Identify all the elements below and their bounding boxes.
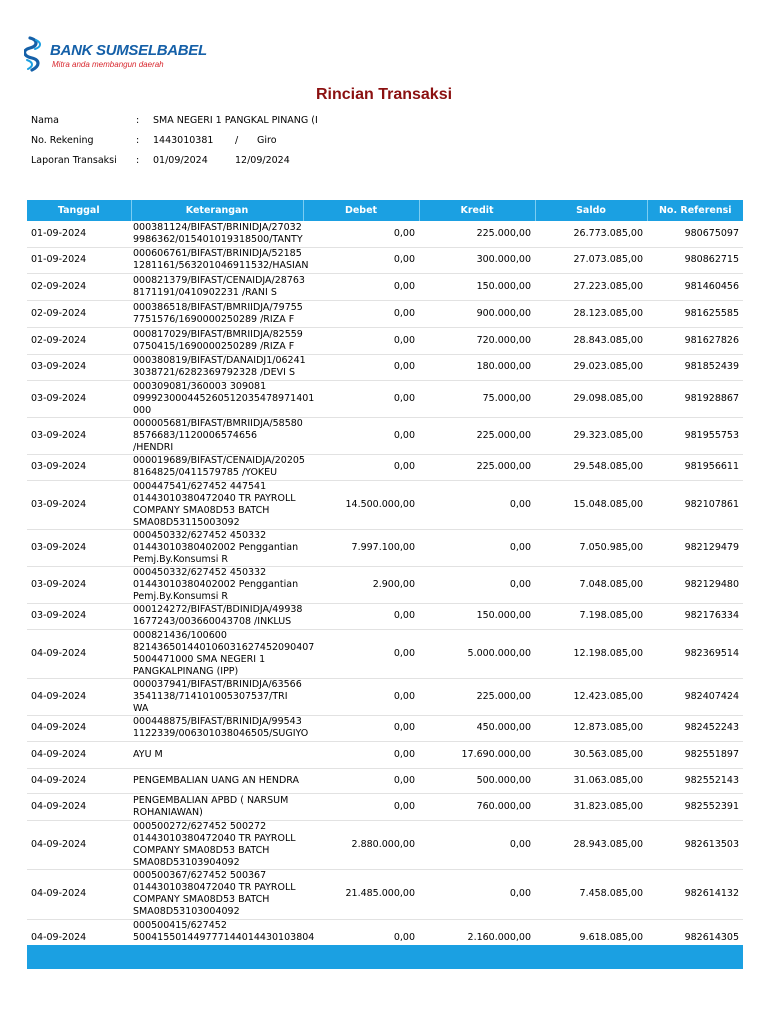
row-kredit: 75.000,00	[419, 380, 535, 417]
row-kredit: 720.000,00	[419, 327, 535, 354]
row-keterangan: 000386518/BIFAST/BMRIIDJA/79755 7751576/1690000250289 /RIZA F	[131, 300, 303, 327]
row-debet: 14.500.000,00	[303, 480, 419, 529]
row-saldo: 29.023.085,00	[535, 354, 647, 380]
rekening-type: Giro	[257, 135, 277, 146]
row-keterangan: 000450332/627452 450332 01443010380402002 Penggantian Pemj.By.Konsumsi R	[131, 566, 303, 603]
row-debet: 0,00	[303, 678, 419, 715]
col-header-kredit: Kredit	[419, 200, 535, 221]
row-keterangan: 000500415/627452 500415501449777144014430103804	[131, 919, 303, 956]
row-tanggal: 01-09-2024	[27, 221, 131, 247]
row-kredit: 0,00	[419, 529, 535, 566]
laporan-to: 12/09/2024	[235, 155, 290, 166]
table-row	[27, 380, 743, 417]
row-tanggal: 04-09-2024	[27, 678, 131, 715]
row-debet: 21.485.000,00	[303, 869, 419, 919]
row-tanggal: 02-09-2024	[27, 327, 131, 354]
nama-label: Nama	[31, 115, 60, 126]
row-saldo: 28.123.085,00	[535, 300, 647, 327]
table-row	[27, 869, 743, 919]
row-referensi: 982614305	[647, 919, 743, 956]
row-debet: 0,00	[303, 300, 419, 327]
row-keterangan: 000821379/BIFAST/CENAIDJA/28763 8171191/0410902231 /RANI S	[131, 273, 303, 300]
table-row	[27, 768, 743, 793]
row-kredit: 17.690.000,00	[419, 741, 535, 768]
table-row	[27, 566, 743, 603]
row-tanggal: 03-09-2024	[27, 480, 131, 529]
row-referensi: 982614132	[647, 869, 743, 919]
col-header-referensi: No. Referensi	[647, 200, 743, 221]
bank-logo	[24, 36, 224, 72]
row-keterangan: 000817029/BIFAST/BMRIIDJA/82559 0750415/1690000250289 /RIZA F	[131, 327, 303, 354]
row-saldo: 15.048.085,00	[535, 480, 647, 529]
row-debet: 2.880.000,00	[303, 820, 419, 869]
nama-value: SMA NEGERI 1 PANGKAL PINANG (I	[153, 115, 318, 126]
rekening-value: 1443010381	[153, 135, 214, 146]
table-row	[27, 454, 743, 480]
row-keterangan: 000606761/BIFAST/BRINIDJA/52185 1281161/563201046911532/HASIAN	[133, 248, 309, 271]
table-row	[27, 629, 743, 678]
row-saldo: 28.943.085,00	[535, 820, 647, 869]
row-tanggal: 02-09-2024	[27, 273, 131, 300]
row-referensi: 981852439	[647, 354, 743, 380]
row-referensi: 982552143	[647, 768, 743, 793]
table-row	[27, 820, 743, 869]
row-referensi: 981956611	[647, 454, 743, 480]
row-keterangan: 000037941/BIFAST/BRINIDJA/63566 3541138/714101005307537/TRI WA	[133, 678, 302, 714]
row-referensi: 982613503	[647, 820, 743, 869]
row-referensi: 982107861	[647, 480, 743, 529]
row-tanggal: 04-09-2024	[27, 793, 131, 820]
row-tanggal: 03-09-2024	[27, 566, 131, 603]
row-keterangan: PENGEMBALIAN UANG AN HENDRA	[131, 768, 303, 793]
row-kredit: 2.160.000,00	[419, 919, 535, 956]
row-referensi: 982452243	[647, 715, 743, 741]
row-keterangan: 000019689/BIFAST/CENAIDJA/20205 8164825/0411579785 /YOKEU	[133, 455, 305, 478]
row-kredit: 760.000,00	[419, 793, 535, 820]
table-row	[27, 480, 743, 529]
row-referensi: 982129480	[647, 566, 743, 603]
row-saldo: 31.823.085,00	[535, 793, 647, 820]
row-debet: 0,00	[303, 273, 419, 300]
row-kredit: 225.000,00	[419, 417, 535, 454]
row-debet: 0,00	[303, 741, 419, 768]
row-referensi: 982176334	[647, 603, 743, 629]
row-debet: 0,00	[303, 793, 419, 820]
row-kredit: 225.000,00	[419, 221, 535, 247]
row-keterangan: 000005681/BIFAST/BMRIIDJA/58580 8576683/1120006574656 /HENDRI	[133, 417, 303, 453]
row-kredit: 450.000,00	[419, 715, 535, 741]
row-referensi: 982551897	[647, 741, 743, 768]
row-debet: 0,00	[303, 380, 419, 417]
table-row	[27, 793, 743, 820]
row-tanggal: 02-09-2024	[27, 300, 131, 327]
row-kredit: 900.000,00	[419, 300, 535, 327]
row-tanggal: 04-09-2024	[27, 715, 131, 741]
row-kredit: 0,00	[419, 480, 535, 529]
col-header-tanggal: Tanggal	[27, 200, 131, 221]
bank-name: BANK SUMSELBABEL	[50, 42, 207, 59]
row-saldo: 7.050.985,00	[535, 529, 647, 566]
table-row	[27, 247, 743, 273]
row-saldo: 29.323.085,00	[535, 417, 647, 454]
row-kredit: 225.000,00	[419, 454, 535, 480]
row-keterangan: 000500367/627452 500367 01443010380472040 TR PAYROLL COMPANY SMA08D53 BATCH SMA08D53103004092	[131, 869, 303, 919]
row-tanggal: 03-09-2024	[27, 454, 131, 480]
row-tanggal: 04-09-2024	[27, 820, 131, 869]
row-referensi: 980862715	[647, 247, 743, 273]
row-saldo: 29.548.085,00	[535, 454, 647, 480]
table-body	[27, 221, 743, 956]
table-row	[27, 221, 743, 247]
rekening-colon: :	[136, 135, 140, 146]
row-debet: 0,00	[303, 919, 419, 956]
row-debet: 0,00	[303, 715, 419, 741]
row-keterangan: 000124272/BIFAST/BDINIDJA/49938 1677243/003660043708 /INKLUS	[133, 604, 303, 627]
table-row	[27, 529, 743, 566]
row-saldo: 27.073.085,00	[535, 247, 647, 273]
col-header-keterangan: Keterangan	[131, 200, 303, 221]
row-tanggal: 04-09-2024	[27, 741, 131, 768]
row-debet: 0,00	[303, 327, 419, 354]
row-kredit: 5.000.000,00	[419, 629, 535, 678]
table-row	[27, 603, 743, 629]
row-kredit: 500.000,00	[419, 768, 535, 793]
table-row	[27, 417, 743, 454]
row-debet: 0,00	[303, 454, 419, 480]
col-header-debet: Debet	[303, 200, 419, 221]
row-kredit: 300.000,00	[419, 247, 535, 273]
row-referensi: 980675097	[647, 221, 743, 247]
row-kredit: 0,00	[419, 820, 535, 869]
row-keterangan: 000821436/100600 821436501440106031627452090407 5004471000 SMA NEGERI 1 PANGKALPINANG (IPP)	[133, 629, 315, 677]
page-title: Rincian Transaksi	[315, 86, 453, 103]
row-saldo: 26.773.085,00	[535, 221, 647, 247]
row-tanggal: 04-09-2024	[27, 768, 131, 793]
row-debet: 0,00	[303, 603, 419, 629]
row-debet: 0,00	[303, 417, 419, 454]
row-kredit: 180.000,00	[419, 354, 535, 380]
row-saldo: 27.223.085,00	[535, 273, 647, 300]
table-row	[27, 715, 743, 741]
rekening-label: No. Rekening	[31, 135, 94, 146]
table-footer-bar	[27, 945, 743, 969]
row-saldo: 30.563.085,00	[535, 741, 647, 768]
row-tanggal: 03-09-2024	[27, 417, 131, 454]
row-saldo: 29.098.085,00	[535, 380, 647, 417]
row-saldo: 7.458.085,00	[535, 869, 647, 919]
table-row	[27, 300, 743, 327]
row-referensi: 981955753	[647, 417, 743, 454]
row-referensi: 982129479	[647, 529, 743, 566]
transactions-table	[27, 200, 743, 957]
row-saldo: 7.198.085,00	[535, 603, 647, 629]
row-debet: 0,00	[303, 221, 419, 247]
row-debet: 2.900,00	[303, 566, 419, 603]
laporan-colon: :	[136, 155, 140, 166]
row-referensi: 981928867	[647, 380, 743, 417]
row-keterangan: 000380819/BIFAST/DANAIDJ1/06241 3038721/6282369792328 /DEVI S	[133, 355, 306, 378]
row-saldo: 12.873.085,00	[535, 715, 647, 741]
row-saldo: 31.063.085,00	[535, 768, 647, 793]
row-referensi: 982369514	[647, 629, 743, 678]
row-saldo: 12.423.085,00	[535, 678, 647, 715]
table-row	[27, 741, 743, 768]
row-kredit: 150.000,00	[419, 603, 535, 629]
laporan-from: 01/09/2024	[153, 155, 208, 166]
row-keterangan: 000309081/360003 309081 099923000445260512035478971401 000	[133, 380, 315, 416]
row-keterangan: 000450332/627452 450332 01443010380402002 Penggantian Pemj.By.Konsumsi R	[131, 529, 303, 566]
table-row	[27, 273, 743, 300]
row-referensi: 981625585	[647, 300, 743, 327]
row-tanggal: 03-09-2024	[27, 529, 131, 566]
row-keterangan: 000447541/627452 447541 01443010380472040 TR PAYROLL COMPANY SMA08D53 BATCH SMA08D53115003092	[131, 480, 303, 529]
table-header-row	[27, 200, 743, 221]
row-keterangan: 000381124/BIFAST/BRINIDJA/27032 9986362/015401019318500/TANTY	[131, 221, 303, 247]
nama-colon: :	[136, 115, 140, 126]
row-tanggal: 03-09-2024	[27, 380, 131, 417]
row-debet: 7.997.100,00	[303, 529, 419, 566]
row-debet: 0,00	[303, 247, 419, 273]
row-tanggal: 04-09-2024	[27, 919, 131, 956]
row-tanggal: 04-09-2024	[27, 869, 131, 919]
row-referensi: 981460456	[647, 273, 743, 300]
row-keterangan: AYU M	[131, 741, 303, 768]
row-debet: 0,00	[303, 629, 419, 678]
row-tanggal: 03-09-2024	[27, 603, 131, 629]
laporan-label: Laporan Transaksi	[31, 155, 117, 166]
row-saldo: 9.618.085,00	[535, 919, 647, 956]
row-saldo: 12.198.085,00	[535, 629, 647, 678]
row-kredit: 150.000,00	[419, 273, 535, 300]
rekening-separator: /	[235, 135, 239, 146]
table-row	[27, 678, 743, 715]
row-referensi: 981627826	[647, 327, 743, 354]
row-keterangan: PENGEMBALIAN APBD ( NARSUM ROHANIAWAN)	[131, 793, 303, 820]
row-tanggal: 01-09-2024	[27, 247, 131, 273]
row-saldo: 7.048.085,00	[535, 566, 647, 603]
row-debet: 0,00	[303, 768, 419, 793]
row-kredit: 0,00	[419, 869, 535, 919]
row-debet: 0,00	[303, 354, 419, 380]
row-kredit: 225.000,00	[419, 678, 535, 715]
row-keterangan: 000500272/627452 500272 01443010380472040 TR PAYROLL COMPANY SMA08D53 BATCH SMA08D53103904092	[131, 820, 303, 869]
table-row	[27, 327, 743, 354]
row-saldo: 28.843.085,00	[535, 327, 647, 354]
bank-logo-mark-icon	[24, 36, 48, 72]
row-keterangan: 000448875/BIFAST/BRINIDJA/99543 1122339/006301038046505/SUGIYO	[133, 716, 309, 739]
row-kredit: 0,00	[419, 566, 535, 603]
row-tanggal: 03-09-2024	[27, 354, 131, 380]
row-referensi: 982552391	[647, 793, 743, 820]
table-row	[27, 354, 743, 380]
row-tanggal: 04-09-2024	[27, 629, 131, 678]
bank-tagline: Mitra anda membangun daerah	[52, 60, 164, 69]
col-header-saldo: Saldo	[535, 200, 647, 221]
row-referensi: 982407424	[647, 678, 743, 715]
